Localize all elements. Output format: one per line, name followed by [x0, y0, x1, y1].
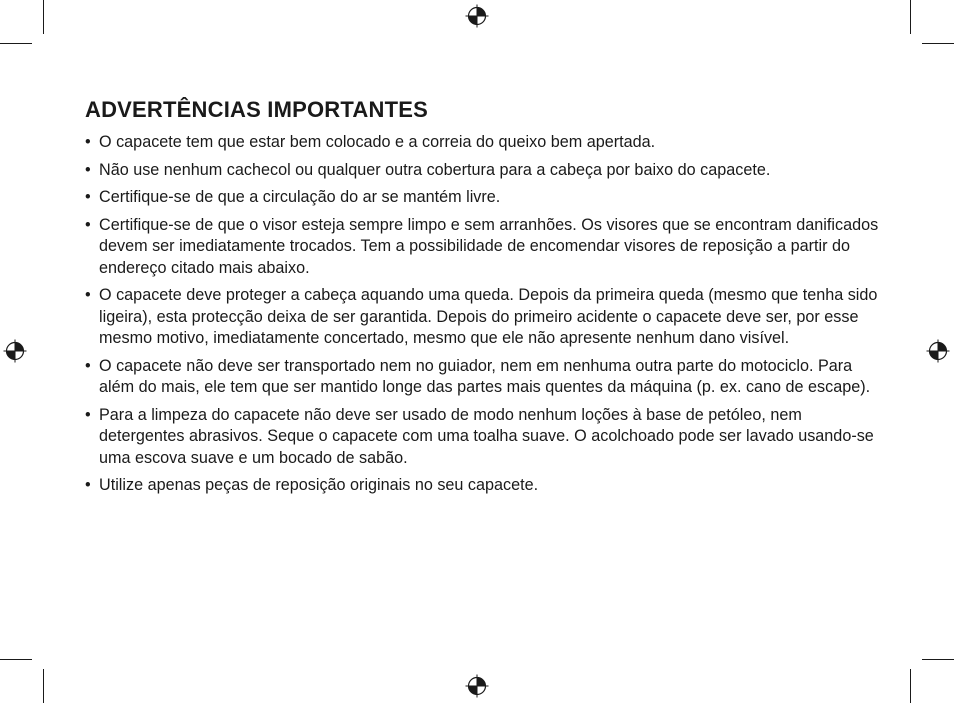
list-item: [85, 132, 885, 154]
warnings-section: [85, 96, 885, 503]
section-title: ADVERTÊNCIAS IMPORTANTES: [85, 97, 428, 122]
list-item-text: Não use nenhum cachecol ou qualquer outra cobertura para a cabeça por baixo do capacete.: [99, 160, 771, 179]
crop-mark-bottom-right-horizontal: [922, 659, 954, 660]
list-item: [85, 215, 885, 280]
bullet-icon: •: [85, 188, 91, 206]
bullet-icon: •: [85, 215, 91, 234]
list-item-text: Certifique-se de que a circulação do ar se mantém livre.: [99, 188, 501, 206]
bullet-icon: •: [85, 405, 91, 424]
list-item: [85, 160, 885, 182]
bullet-icon: •: [85, 476, 91, 494]
warnings-list: [85, 132, 885, 497]
list-item: [85, 405, 885, 470]
list-item-text: O capacete não deve ser transportado nem no guiador, nem em nenhuma outra parte do motociclo. Para além do mais, ele tem que ser mantido longe das partes mais quentes da máquina (p. ex. cano de escape).: [99, 356, 871, 396]
list-item-text: Certifique-se de que o visor esteja sempre limpo e sem arranhões. Os visores que se encontram danificados devem ser imediatamente trocados. Tem a possibilidade de encomendar visores de reposição a partir do endereço citado mais abaixo.: [99, 215, 879, 277]
list-item: [85, 356, 885, 399]
list-item-text: Para a limpeza do capacete não deve ser usado de modo nenhum loções à base de petóleo, nem detergentes abrasivos. Seque o capacete com uma toalha suave. O acolchoado pode ser lavado usando-se uma escova suave e um bocado de sabão.: [99, 405, 874, 467]
list-item-text: O capacete deve proteger a cabeça aquando uma queda. Depois da primeira queda (mesmo que tenha sido ligeira), esta protecção deixa de ser garantida. Depois do primeiro acidente o capacete deve ser, por esse mesmo motivo, imediatamente concertado, mesmo que ele não apresente nenhum dano visível.: [99, 286, 878, 347]
registration-mark-bottom-icon: [465, 674, 489, 698]
crop-mark-bottom-left-horizontal: [0, 659, 32, 660]
registration-mark-right-icon: [926, 339, 950, 363]
registration-mark-left-icon: [3, 339, 27, 363]
crop-mark-top-left-vertical: [43, 0, 44, 34]
bullet-icon: •: [85, 286, 91, 304]
bullet-icon: •: [85, 356, 91, 375]
registration-mark-top-icon: [465, 4, 489, 28]
crop-mark-top-left-horizontal: [0, 43, 32, 44]
bullet-icon: •: [85, 160, 91, 179]
crop-mark-bottom-left-vertical: [43, 669, 44, 703]
list-item: [85, 187, 885, 209]
crop-mark-top-right-horizontal: [922, 43, 954, 44]
bullet-icon: •: [85, 133, 91, 151]
crop-mark-bottom-right-vertical: [910, 669, 911, 703]
list-item: [85, 475, 885, 497]
crop-mark-top-right-vertical: [910, 0, 911, 34]
list-item-text: O capacete tem que estar bem colocado e a correia do queixo bem apertada.: [99, 133, 656, 151]
list-item-text: Utilize apenas peças de reposição originais no seu capacete.: [99, 476, 539, 494]
list-item: [85, 285, 885, 350]
